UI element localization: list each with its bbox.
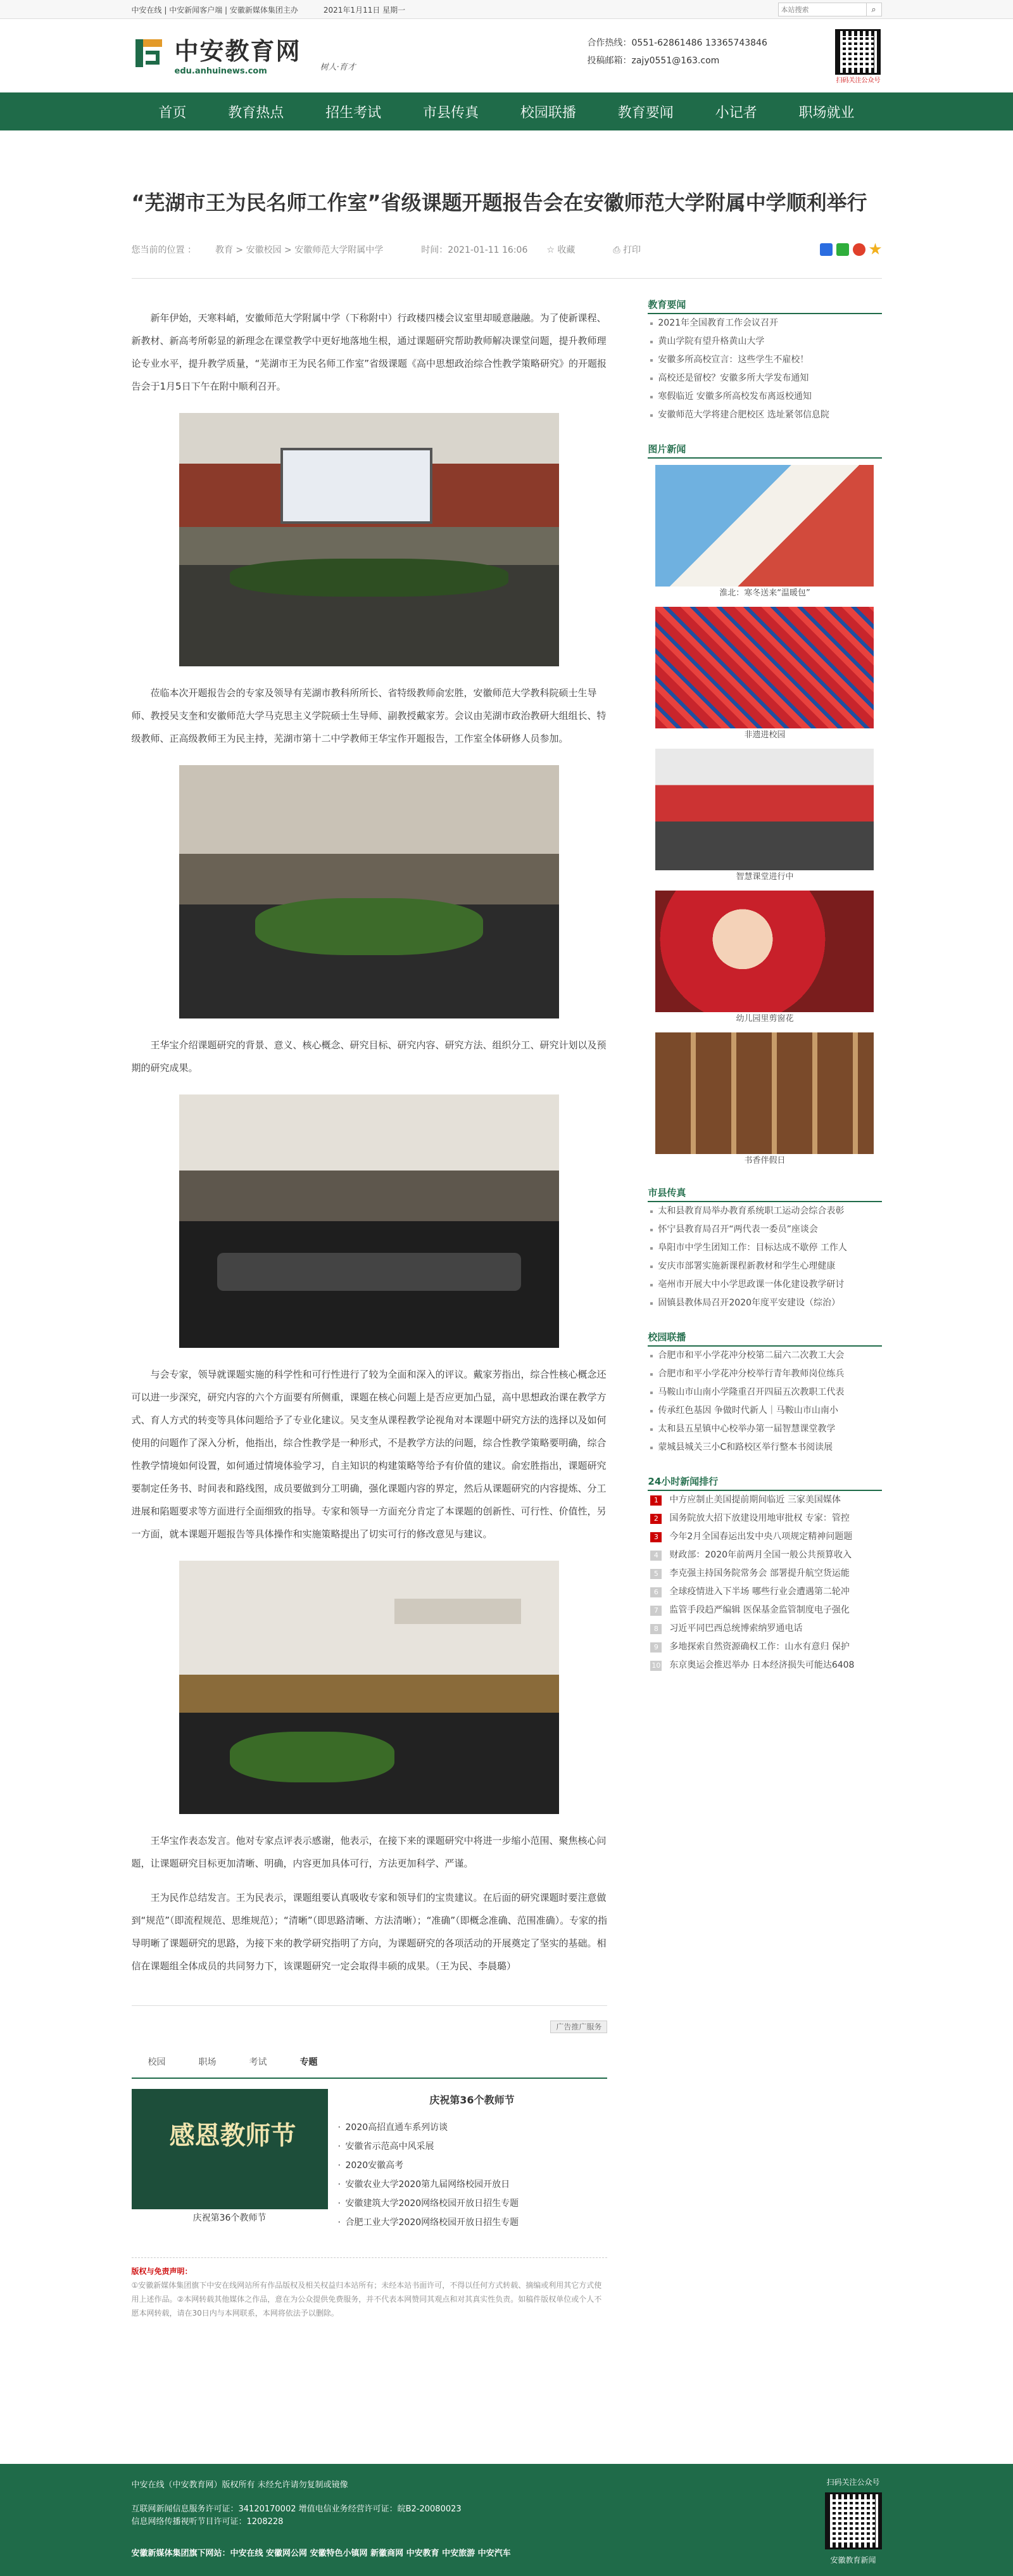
pic-news-image[interactable]: [655, 749, 874, 870]
footer-qr-label: 安徽教育新闻: [830, 2556, 876, 2565]
tab-career[interactable]: 职场: [198, 2057, 217, 2067]
main-nav: [0, 92, 1013, 130]
feature-list: [337, 2089, 608, 2232]
topbar-date: 2021年1月11日 星期一: [323, 5, 406, 15]
feature-link[interactable]: · 2020安徽高考: [337, 2156, 608, 2175]
article-paragraph: 新年伊始，天寒料峭，安徽师范大学附属中学（下称附中）行政楼四楼会议室里却暖意融融。为了使新课程、新教材、新高考所彰显的新理念在课堂教学中更好地落地生根，通过课题研究帮助教师解决课堂问题，提升教师理论专业水平，提升教学质量，“芜湖市王为民名师工作室”省级课题《高中思想政治综合性教学策略研究》的开题报告会于1月5日下午在附中顺利召开。: [131, 312, 607, 392]
sidebar-rank-title: 24小时新闻排行: [648, 1472, 881, 1491]
article-title: “芜湖市王为民名师工作室”省级课题开题报告会在安徽师范大学附属中学顺利举行: [131, 191, 867, 215]
favorite-button[interactable]: ☆ 收藏: [546, 244, 576, 255]
pic-caption: 淮北：寒冬送来“温暖包”: [719, 588, 810, 598]
header-qr: [835, 29, 882, 84]
print-button[interactable]: ⎙ 打印: [613, 244, 641, 255]
logo-slogan: 树人·育才: [320, 63, 356, 72]
nav-item-hotspot[interactable]: 教育热点: [228, 105, 284, 121]
rank-item[interactable]: 9 多地探索自然资源确权工作：山水有意归 保护: [648, 1638, 881, 1656]
article-paragraph: 莅临本次开题报告会的专家及领导有芜湖市教科所所长、省特级教师俞宏胜，安徽师范大学教科院硕士生导师、教授吴支奎和安徽师范大学马克思主义学院硕士生导师、副教授戴家芳。会议由芜湖市政治教研大组组长、特级教师、正高级教师王为民主持，芜湖市第十二中学教师王华宝作开题报告，工作室全体研修人员参加。: [131, 687, 607, 744]
list-item[interactable]: 蒙城县城关三小C和路校区举行整本书阅读展: [648, 1438, 881, 1457]
header: [0, 19, 1013, 92]
pic-news-image[interactable]: [655, 891, 874, 1012]
list-item[interactable]: 马鞍山市山南小学隆重召开四届五次教职工代表: [648, 1383, 881, 1402]
footer-links[interactable]: 安徽新媒体集团旗下网站：中安在线 安徽网公网 安徽特色小镇网 新徽商网 中安教育 中安旅游 中安汽车: [131, 2549, 511, 2558]
nav-item-exam[interactable]: 招生考试: [325, 105, 382, 121]
main-content: [132, 295, 882, 2320]
list-item[interactable]: 寒假临近 安徽多所高校发布离返校通知: [648, 388, 881, 406]
share-bar: [820, 243, 882, 256]
footer-qr-caption: 扫码关注公众号: [826, 2478, 880, 2487]
list-item[interactable]: 安庆市部署实施新课程新教材和学生心理健康: [648, 1257, 881, 1276]
qr-code-icon: [835, 29, 881, 75]
weibo-icon[interactable]: [853, 243, 865, 256]
tab-campus[interactable]: 校园: [148, 2057, 166, 2067]
footer: [0, 2464, 1013, 2576]
copyright-notice: [132, 2257, 608, 2320]
notice-text: ①安徽新媒体集团旗下中安在线网站所有作品版权及相关权益归本站所有；未经本站书面许可，不得以任何方式转载、摘编或利用其它方式使用上述作品。②本网转载其他媒体之作品，意在为公众提供免费服务，并不代表本网赞同其观点和对其真实性负责。如稿件版权单位或个人不愿本网转载，请在30日内与本网联系，本网将依法予以删除。: [131, 2281, 602, 2318]
sidebar-campus: [648, 1328, 881, 1457]
list-item[interactable]: 安徽多所高校宣言：这些学生不雇校！: [648, 351, 881, 369]
rank-item[interactable]: 6 全球疫情进入下半场 哪些行业会遭遇第二轮冲: [648, 1583, 881, 1601]
rank-item[interactable]: 7 监管手段趋严编辑 医保基金监管制度电子强化: [648, 1601, 881, 1620]
contact-phone: 合作热线：0551-62861486 13365743846: [587, 38, 767, 48]
pic-news-image[interactable]: [655, 1032, 874, 1154]
search-icon[interactable]: ⌕: [867, 3, 882, 16]
feature-block: [132, 2089, 608, 2232]
list-item[interactable]: 合肥市和平小学花冲分校第二届六二次教工大会: [648, 1347, 881, 1365]
sidebar-pics-title: 图片新闻: [648, 440, 881, 459]
qr-code-icon: [825, 2492, 882, 2549]
list-item[interactable]: 传承红色基因 争做时代新人｜马鞍山市山南小: [648, 1402, 881, 1420]
nav-item-campus[interactable]: 校园联播: [520, 105, 576, 121]
feature-image[interactable]: [132, 2089, 328, 2209]
list-item[interactable]: 合肥市和平小学花冲分校举行青年教师岗位练兵: [648, 1365, 881, 1383]
top-bar: [0, 0, 1013, 19]
nav-item-reporter[interactable]: 小记者: [715, 105, 757, 121]
rank-item[interactable]: 4 财政部：2020年前两月全国一般公共预算收入: [648, 1546, 881, 1564]
rank-item[interactable]: 10 东京奥运会推迟举办 日本经济损失可能达6408: [651, 1660, 855, 1670]
contact-email: 投稿邮箱：zajy0551@163.com: [587, 56, 720, 66]
nav-item-county[interactable]: 市县传真: [423, 105, 479, 121]
rank-item[interactable]: 3 今年2月全国春运出发中央八项规定精神问题题: [648, 1528, 881, 1546]
feature-link[interactable]: · 合肥工业大学2020网络校园开放日招生专题: [337, 2213, 608, 2232]
footer-licenses: 互联网新闻信息服务许可证：34120170002 增值电信业务经营许可证：皖B2-20080023 信息网络传播视听节目许可证：1208228: [131, 2504, 462, 2527]
article-meta: [132, 242, 882, 279]
topic-tabs: [132, 2057, 608, 2079]
logo-mark-icon: [132, 34, 168, 73]
pic-caption: 智慧课堂进行中: [736, 872, 794, 882]
rank-item[interactable]: 1 中方应制止美国提前期间临近 三家美国媒体: [648, 1491, 881, 1509]
search-input[interactable]: [778, 3, 867, 16]
search-box: [778, 3, 882, 16]
topbar-links[interactable]: 中安在线 | 中安新闻客户端 | 安徽新媒体集团主办: [131, 5, 298, 15]
sidebar: [648, 295, 881, 2320]
article-paragraph: 王华宝介绍课题研究的背景、意义、核心概念、研究目标、研究内容、研究方法、组织分工、研究计划以及预期的研究成果。: [131, 1039, 607, 1074]
pic-caption: 幼儿园里剪窗花: [736, 1014, 794, 1024]
contact-info: [588, 34, 767, 70]
article-paragraph: 王为民作总结发言。王为民表示，课题组要认真吸收专家和领导们的宝贵建议。在后面的研究课题时要注意做到“规范”（即流程规范、思维规范）；“清晰”（即思路清晰、方法清晰）；“准确”（即概念准确、范围准确）。专家的指导明晰了课题研究的思路，为接下来的教学研究指明了方向，为课题研究的各项活动的开展奠定了坚实的基础。相信在课题组全体成员的共同努力下，该课题研究一定会取得丰硕的成果。（王为民、李晨璐）: [131, 1892, 608, 1972]
tab-exam[interactable]: 考试: [249, 2057, 267, 2067]
list-item[interactable]: 太和县五星镇中心校举办第一届智慧课堂教学: [648, 1420, 881, 1438]
publish-time: 时间：2021-01-11 16:06: [421, 244, 528, 255]
sidebar-campus-title: 校园联播: [648, 1328, 881, 1347]
feature-image-text: 感恩教师节: [169, 2121, 296, 2150]
qr-caption: 扫码关注公众号: [836, 77, 881, 84]
list-item[interactable]: 阜阳市中学生团知工作：目标达成不歇停 工作人: [648, 1239, 881, 1257]
pic-caption: 非遗进校园: [744, 730, 786, 740]
list-item[interactable]: 黄山学院有望升格黄山大学: [648, 333, 881, 351]
nav-item-news[interactable]: 教育要闻: [617, 105, 674, 121]
rank-item[interactable]: 5 李克强主持国务院常务会 部署提升航空货运能: [648, 1564, 881, 1583]
tab-special[interactable]: 专题: [299, 2057, 318, 2067]
article-photo-meeting-2: [179, 765, 559, 1018]
article-photo-meeting-1: [179, 413, 559, 666]
pic-caption: 书香伴假日: [744, 1156, 786, 1165]
list-item[interactable]: 太和县教育局举办教育系统职工运动会综合表彰: [648, 1202, 881, 1221]
article-paragraph: 与会专家，领导就课题实施的科学性和可行性进行了较为全面和深入的评议。戴家芳指出，综合性核心概念还可以进一步深究，研究内容的六个方面要有所侧重，课题在核心问题上是否应更加凸显，高中思想政治课在教学方式、育人方式的转变等具体问题给予了专业化建议。吴支奎从课程教学论视角对本课题中研究方法的选择以及如何使用的问题作了深入分析，他指出，综合性教学是一种形式，不是教学方法的问题，综合性教学策略要明确，综合性教学情境如何设置，如何通过情境体验学习，自主知识的构建策略等给予有价值的建议。俞宏胜指出，课题研究要制定任务书、时间表和路线图，成员要做到分工明确，强化课题内容的界定，然后从课题研究的内容提炼、分工进展和陷题要求等方面进行全面细致的指导。专家和领导一方面充分肯定了本课题的创新性、可行性、价值性，另一方面，就本课题开题报告等具体操作和实施策略提出了切实可行的修改意见与建议。: [131, 1369, 607, 1540]
article-paragraph: 王华宝作表态发言。他对专家点评表示感谢，他表示，在接下来的课题研究中将进一步缩小范围、聚焦核心问题，让课题研究目标更加清晰、明确，内容更加具体可行，方法更加科学、严谨。: [131, 1835, 607, 1869]
nav-item-career[interactable]: 职场就业: [798, 105, 855, 121]
rank-item[interactable]: 2 国务院放大招下放建设用地审批权 专家：管控: [648, 1509, 881, 1528]
feature-link[interactable]: · 2020高招直通车系列访谈: [337, 2118, 608, 2137]
sidebar-county-title: 市县传真: [648, 1183, 881, 1202]
ad-label[interactable]: 广告推广服务: [132, 2005, 608, 2038]
article-photo-meeting-3: [179, 1094, 559, 1348]
share-plus-icon[interactable]: [820, 243, 833, 256]
footer-copyright: 中安在线（中安教育网）版权所有 未经允许请勿复制或镜像: [131, 2480, 348, 2490]
pic-news-image[interactable]: [655, 465, 874, 587]
breadcrumb[interactable]: 您当前的位置 ： 教育 > 安徽校园 > 安徽师范大学附属中学: [131, 244, 384, 255]
nav-item-home[interactable]: 首页: [158, 105, 187, 121]
sidebar-news: [648, 295, 881, 424]
article-body: [132, 295, 608, 2320]
site-logo[interactable]: [132, 32, 356, 76]
footer-qr: [825, 2477, 882, 2565]
rank-item[interactable]: 8 习近平同巴西总统博索纳罗通电话: [648, 1620, 881, 1638]
article-photo-meeting-4: [179, 1561, 559, 1814]
logo-site-name: 中安教育网: [174, 37, 301, 65]
wechat-icon[interactable]: [836, 243, 849, 256]
sidebar-rank: [648, 1472, 881, 1675]
notice-title: 版权与免责声明：: [131, 2267, 192, 2276]
pic-news-image[interactable]: [655, 607, 874, 728]
list-item[interactable]: 安徽师范大学将建合肥校区 选址紧邻信息院: [648, 406, 881, 424]
feature-link[interactable]: · 安徽建筑大学2020网络校园开放日招生专题: [337, 2194, 608, 2213]
feature-title: 庆祝第36个教师节: [429, 2094, 515, 2106]
sidebar-pics: [648, 440, 881, 1168]
list-item[interactable]: 固镇县教体局召开2020年度平安建设（综治）: [648, 1294, 881, 1312]
feature-image-caption: 庆祝第36个教师节: [192, 2213, 267, 2223]
favorite-star-icon[interactable]: [869, 243, 882, 256]
list-item[interactable]: 高校还是留校？安徽多所大学发布通知: [648, 369, 881, 388]
logo-url: edu.anhuinews.com: [174, 67, 267, 76]
sidebar-news-title: 教育要闻: [648, 295, 881, 314]
list-item[interactable]: 亳州市开展大中小学思政课一体化建设教学研讨: [648, 1276, 881, 1294]
feature-link[interactable]: · 安徽农业大学2020第九届网络校园开放日: [337, 2175, 608, 2194]
sidebar-county: [648, 1183, 881, 1312]
list-item[interactable]: 怀宁县教育局召开“两代表一委员”座谈会: [648, 1221, 881, 1239]
list-item[interactable]: 2021年全国教育工作会议召开: [648, 314, 881, 333]
feature-link[interactable]: · 安徽省示范高中风采展: [337, 2137, 608, 2156]
